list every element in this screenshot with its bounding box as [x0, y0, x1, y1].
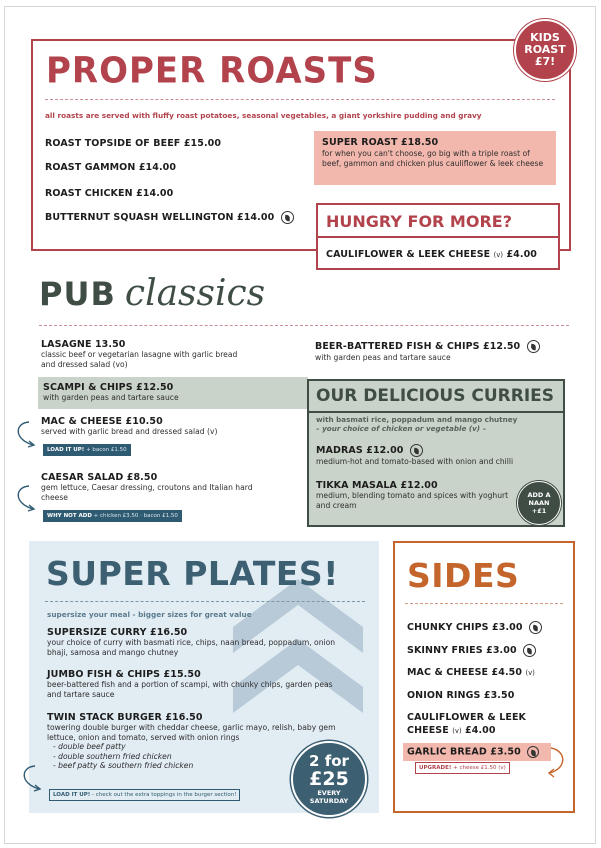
- pub-item-desc: classic beef or vegetarian lasagne with garlic bread and dressed salad (vo): [41, 350, 238, 369]
- sides-divider: [405, 603, 563, 604]
- super-plate-price: £15.50: [163, 669, 201, 680]
- roast-item-name: ROAST CHICKEN: [45, 188, 133, 199]
- side-item-name: MAC & CHEESE: [407, 667, 489, 678]
- naan-badge-line3: +£1: [531, 507, 547, 515]
- pub-item-title: [43, 382, 303, 393]
- side-item-price: £4.50: [491, 667, 523, 678]
- super-plate-name: SUPERSIZE CURRY: [47, 627, 147, 638]
- pub-item-price: 13.50: [94, 339, 126, 350]
- burger-upgrade-extra: - check out the extra toppings in the burger section!: [92, 792, 237, 798]
- roast-item-name: BUTTERNUT SQUASH WELLINGTON: [45, 212, 234, 223]
- side-item: [407, 644, 536, 657]
- hungry-title: HUNGRY FOR MORE?: [326, 212, 512, 231]
- curry-item: [316, 444, 556, 467]
- roast-item: [45, 211, 294, 224]
- side-item: [407, 711, 526, 738]
- naan-badge-line2: NAAN: [528, 499, 550, 507]
- curry-item: [316, 480, 516, 510]
- pub-item-desc: with garden peas and tartare sauce: [43, 393, 179, 402]
- pub-item-desc: gem lettuce, Caesar dressing, croutons and Italian hard cheese: [41, 483, 253, 502]
- pub-item-title: [41, 472, 261, 483]
- super-plate-price: £16.50: [165, 712, 203, 723]
- hungry-divider: [318, 236, 558, 238]
- side-item-price: £3.00: [486, 645, 517, 656]
- curved-arrow-icon: [17, 763, 51, 797]
- menu-page: [4, 6, 596, 844]
- super-plate-title: [47, 627, 347, 638]
- super-plate-desc: beer-battered fish and a portion of scampi, with chunky chips, garden peas and tartare sauce: [47, 680, 333, 699]
- super-plate-desc: your choice of curry with basmati rice, chips, naan bread, poppadum, onion bhaji, samosa and mango chutney: [47, 638, 336, 657]
- side-item-name: GARLIC BREAD: [407, 746, 487, 758]
- hungry-box: [316, 203, 560, 270]
- curry-item-name: TIKKA MASALA: [316, 480, 398, 491]
- roast-item-name: ROAST TOPSIDE OF BEEF: [45, 138, 181, 149]
- garlic-upgrade-extra: + cheese £1.50 (v): [453, 765, 506, 771]
- pub-title: [39, 273, 265, 314]
- hungry-item-tag: (v): [493, 251, 504, 259]
- super-plate-price: £16.50: [149, 627, 188, 638]
- burger-option: - beef patty & southern fried chicken: [53, 761, 194, 771]
- pub-item-name: MAC & CHEESE: [41, 416, 123, 427]
- kids-roast-badge: [514, 19, 576, 81]
- pub-item-desc: with garden peas and tartare sauce: [315, 353, 451, 362]
- pub-item-name: SCAMPI & CHIPS: [43, 382, 133, 393]
- super-plate-item: [47, 627, 347, 657]
- pub-item-name: LASAGNE: [41, 339, 92, 350]
- side-item: [407, 621, 542, 634]
- vegan-leaf-icon: [527, 746, 539, 758]
- vegan-leaf-icon: [523, 644, 536, 657]
- super-plate-name: TWIN STACK BURGER: [47, 712, 162, 723]
- mac-upgrade-label: LOAD IT UP!: [47, 447, 85, 453]
- curry-item-name: MADRAS: [316, 445, 363, 456]
- super-plate-desc: towering double burger with cheddar cheese, garlic mayo, relish, baby gem lettuce, onion and tomato, served with onion rings: [47, 723, 336, 742]
- vegan-leaf-icon: [410, 444, 423, 457]
- two-for-line4: SATURDAY: [309, 797, 349, 805]
- mac-upgrade-extra: + bacon £1.50: [86, 447, 127, 453]
- side-item-name: CAULIFLOWER & LEEK: [407, 712, 526, 723]
- roast-item-price: £14.00: [136, 188, 174, 199]
- side-item-price: £3.50: [490, 746, 521, 758]
- curry-item-desc: medium-hot and tomato-based with onion and chilli: [316, 457, 514, 466]
- super-roast-name: SUPER ROAST: [322, 137, 398, 148]
- side-item-price: £3.00: [492, 622, 523, 633]
- super-plates-title: SUPER PLATES!: [46, 554, 339, 593]
- pub-item-desc: served with garlic bread and dressed salad (v): [41, 427, 218, 436]
- side-item-price: £4.00: [465, 725, 496, 736]
- roast-item: [45, 138, 221, 149]
- curry-item-title: [316, 480, 516, 491]
- side-item: [407, 667, 535, 678]
- hungry-item-price: £4.00: [506, 249, 537, 260]
- caesar-upgrade-button[interactable]: [43, 510, 182, 522]
- super-plate-item: [47, 669, 347, 699]
- curved-arrow-icon: [11, 419, 45, 453]
- pub-item: [41, 472, 261, 502]
- vegan-leaf-icon: [527, 340, 540, 353]
- side-item-name: SKINNY FRIES: [407, 645, 483, 656]
- side-item-tag: (v): [525, 669, 535, 677]
- hungry-item: [326, 249, 537, 260]
- kids-badge-line2: ROAST: [524, 43, 566, 56]
- roast-item-price: £14.00: [237, 212, 275, 223]
- roast-item-price: £15.00: [183, 138, 222, 149]
- super-roast-title: [322, 137, 548, 148]
- pub-item: [315, 340, 565, 363]
- roast-item-name: ROAST GAMMON: [45, 162, 136, 173]
- side-item: [407, 746, 539, 758]
- two-for-line1: 2 for: [309, 752, 349, 770]
- pub-item-title: [315, 340, 565, 353]
- super-roast-desc: for when you can't choose, go big with a triple roast of beef, gammon and chicken plus cauliflower & leek cheese: [322, 149, 544, 168]
- naan-badge-line1: ADD A: [527, 491, 551, 499]
- burger-option: - double southern fried chicken: [53, 751, 172, 761]
- caesar-upgrade-extra: + chicken £3.50 · bacon £1.50: [93, 513, 178, 519]
- super-plate-name: JUMBO FISH & CHIPS: [47, 669, 161, 680]
- curry-item-desc: medium, blending tomato and spices with yoghurt and cream: [316, 491, 509, 510]
- super-plates-subtitle: supersize your meal - bigger sizes for great value: [47, 610, 252, 619]
- side-item-name: CHUNKY CHIPS: [407, 622, 489, 633]
- side-item-tag: (v): [452, 727, 462, 735]
- mac-upgrade-button[interactable]: [43, 444, 131, 456]
- garlic-bread-upgrade-button[interactable]: [415, 762, 510, 774]
- pub-divider: [39, 325, 569, 326]
- side-item-name: ONION RINGS: [407, 690, 481, 701]
- vegan-leaf-icon: [529, 621, 542, 634]
- curved-arrow-icon: [543, 745, 571, 779]
- roast-item-price: £14.00: [138, 162, 177, 173]
- pub-item-price: £8.50: [126, 472, 158, 483]
- curry-item-price: £12.00: [366, 445, 404, 456]
- pub-title-b: classics: [124, 273, 266, 314]
- roasts-title: PROPER ROASTS: [46, 50, 378, 92]
- kids-badge-line1: KIDS: [530, 31, 560, 44]
- sides-title: SIDES: [407, 556, 520, 595]
- pub-item-title: [41, 416, 291, 427]
- burger-upgrade-button[interactable]: [49, 789, 240, 801]
- super-plate-title: [47, 712, 347, 723]
- burger-upgrade-label: LOAD IT UP!: [53, 792, 91, 798]
- pub-item: [41, 416, 291, 437]
- curry-item-title: [316, 444, 556, 457]
- two-for-line3: EVERY: [317, 789, 341, 797]
- side-item-name-cont: CHEESE: [407, 725, 449, 736]
- pub-item-name: CAESAR SALAD: [41, 472, 124, 483]
- hungry-item-name: CAULIFLOWER & LEEK CHEESE: [326, 249, 491, 260]
- super-plates-divider: [45, 601, 365, 602]
- burger-option: - double beef patty: [53, 742, 126, 752]
- curries-intro: with basmati rice, poppadum and mango chutney: [316, 415, 518, 424]
- roast-item: [45, 162, 176, 173]
- roasts-divider: [45, 99, 555, 100]
- pub-title-a: PUB: [39, 275, 116, 313]
- two-for-badge: [291, 741, 367, 817]
- super-roast-price: £18.50: [400, 137, 439, 148]
- curries-title: OUR DELICIOUS CURRIES: [316, 386, 555, 406]
- pub-item-price: £12.50: [136, 382, 174, 393]
- scampi-box: [38, 377, 308, 409]
- pub-item-price: £12.50: [483, 341, 521, 352]
- naan-badge: [517, 481, 561, 525]
- side-item-price: £3.50: [483, 690, 515, 701]
- roasts-subtitle: all roasts are served with fluffy roast potatoes, seasonal vegetables, a giant yorkshire pudding and gravy: [45, 111, 482, 120]
- super-roast-box: [314, 131, 556, 185]
- kids-badge-line3: £7!: [534, 55, 556, 68]
- curries-intro-choice: – your choice of chicken or vegetable (v) –: [316, 424, 487, 433]
- vegan-leaf-icon: [281, 211, 294, 224]
- curved-arrow-icon: [11, 483, 45, 517]
- pub-item-name: BEER-BATTERED FISH & CHIPS: [315, 341, 480, 352]
- curry-item-price: £12.00: [400, 480, 438, 491]
- side-item: [407, 690, 514, 701]
- garlic-upgrade-label: UPGRADE!: [419, 765, 452, 771]
- roast-item: [45, 188, 173, 199]
- pub-item: [41, 339, 271, 369]
- two-for-line2: £25: [309, 768, 349, 790]
- caesar-upgrade-label: WHY NOT ADD: [47, 513, 92, 519]
- super-plate-title: [47, 669, 347, 680]
- curries-title-rule: [307, 411, 565, 413]
- pub-item-title: [41, 339, 271, 350]
- pub-item-price: £10.50: [125, 416, 163, 427]
